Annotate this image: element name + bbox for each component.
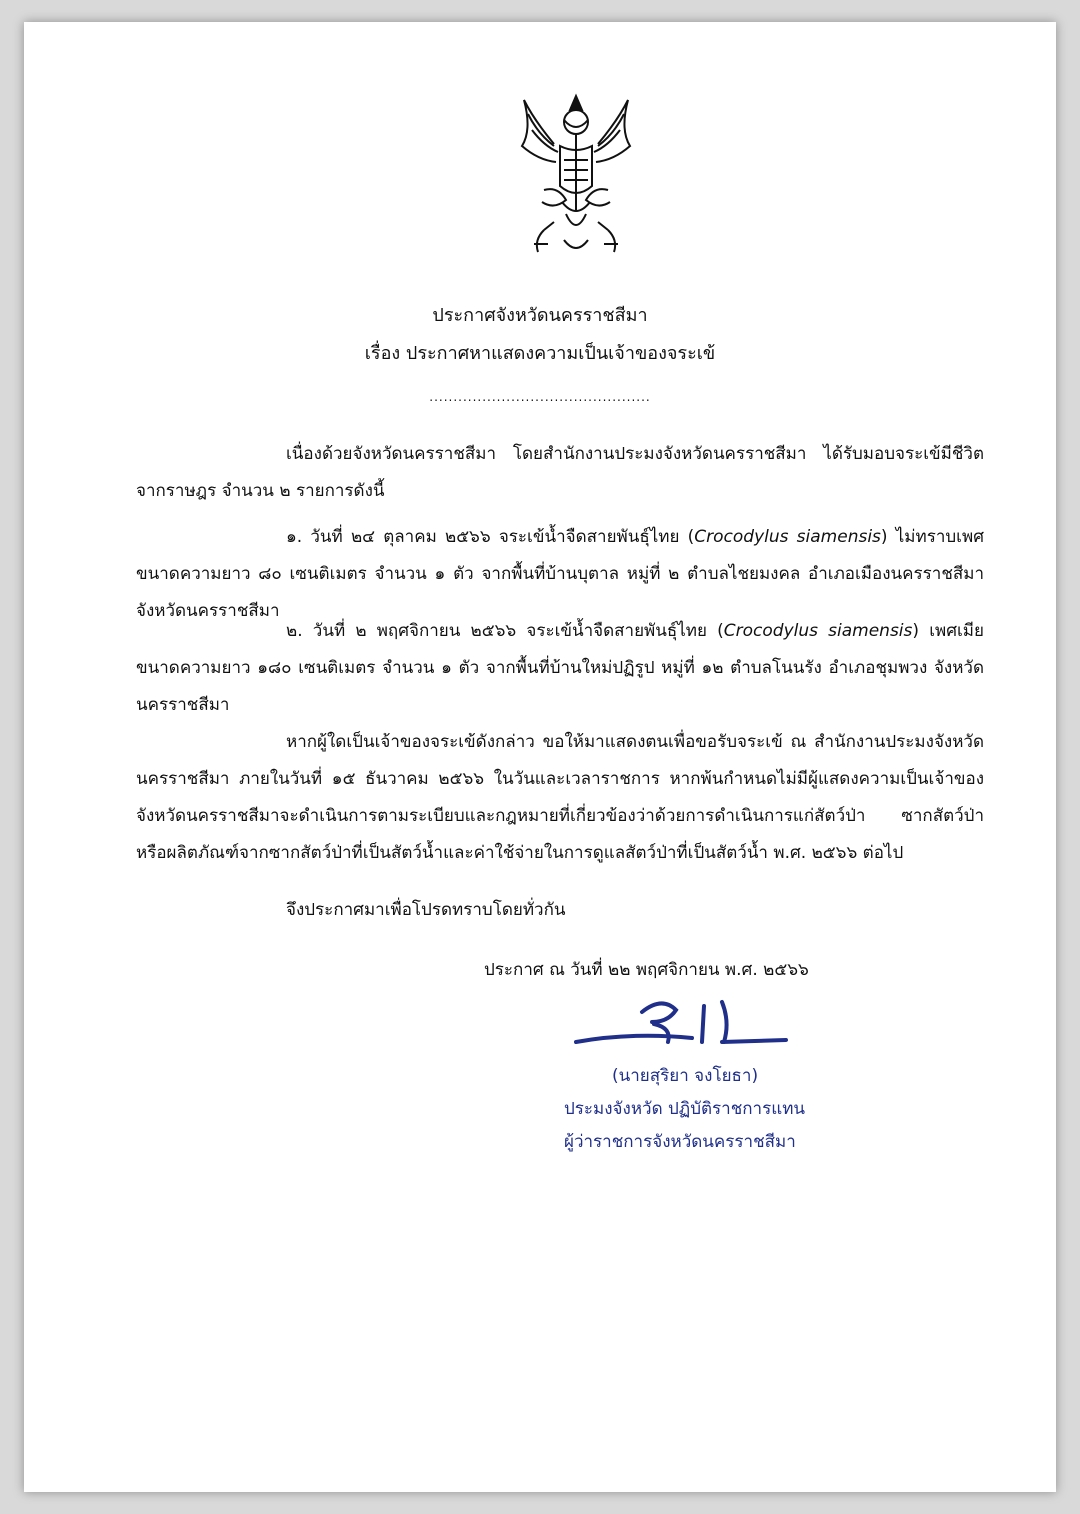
garuda-emblem-icon (514, 90, 638, 260)
intro-text: เนื่องด้วยจังหวัดนครราชสีมา โดยสำนักงานประมงจังหวัดนครราชสีมา ได้รับมอบจระเข้มีชีวิตจากราษฎร จำนวน ๒ รายการดังนี้ (136, 444, 984, 501)
document-page (24, 22, 1056, 1492)
document-subject: เรื่อง ประกาศหาแสดงความเป็นเจ้าของจระเข้ (364, 343, 716, 364)
signer-title-line-2: ผู้ว่าราชการจังหวัดนครราชสีมา (564, 1132, 796, 1152)
document-title: ประกาศจังหวัดนครราชสีมา (432, 305, 648, 326)
claim-text: หากผู้ใดเป็นเจ้าของจระเข้ดังกล่าว ขอให้มาแสดงตนเพื่อขอรับจระเข้ ณ สำนักงานประมงจังหวัดนครราชสีมา ภายในวันที่ ๑๕ ธันวาคม ๒๕๖๖ ในวันและเวลาราชการ หากพ้นกำหนดไม่มีผู้แสดงความเป็นเจ้าของ จังหวัดนครราชสีมาจะดำเนินการตามระเบียบและกฎหมายที่เกี่ยวข้องว่าด้วยการดำเนินการแก่สัตว์ป่า ซากสัตว์ป่า หรือผลิตภัณฑ์จากซากสัตว์ป่าที่เป็นสัตว์น้ำและค่าใช้จ่ายในการดูแลสัตว์ป่าที่เป็นสัตว์น้ำ พ.ศ. ๒๕๖๖ ต่อไป (136, 732, 984, 863)
signature-icon (572, 992, 802, 1062)
closing-text: จึงประกาศมาเพื่อโปรดทราบโดยทั่วกัน (286, 900, 566, 920)
claim-paragraph (136, 724, 984, 872)
item-2-suffix: ) เพศเมีย ขนาดความยาว ๑๘๐ เซนติเมตร จำนวน ๑ ตัว จากพื้นที่บ้านใหม่ปฏิรูป หมู่ที่ ๑๒ ตำบลโนนรัง อำเภอชุมพวง จังหวัดนครราชสีมา (136, 621, 984, 715)
title-separator: .............................................. (429, 390, 651, 404)
intro-paragraph (136, 436, 984, 510)
item-2-paragraph (136, 613, 984, 724)
item-2-prefix: ๒. วันที่ ๒ พฤศจิกายน ๒๕๖๖ จระเข้น้ำจืดสายพันธุ์ไทย ( (286, 621, 724, 641)
item-1-suffix: ) ไม่ทราบเพศ ขนาดความยาว ๘๐ เซนติเมตร จำนวน ๑ ตัว จากพื้นที่บ้านบุตาล หมู่ที่ ๒ ตำบลไชยมงคล อำเภอเมืองนครราชสีมา จังหวัดนครราชสีมา (136, 527, 984, 621)
item-1-scientific-name: Crocodylus siamensis (694, 527, 881, 547)
item-2-scientific-name: Crocodylus siamensis (723, 621, 913, 641)
item-1-prefix: ๑. วันที่ ๒๔ ตุลาคม ๒๕๖๖ จระเข้น้ำจืดสายพันธุ์ไทย ( (286, 527, 695, 547)
announcement-date: ประกาศ ณ วันที่ ๒๒ พฤศจิกายน พ.ศ. ๒๕๖๖ (484, 960, 809, 980)
signer-title-line-1: ประมงจังหวัด ปฏิบัติราชการแทน (564, 1099, 806, 1119)
closing-paragraph (136, 892, 984, 929)
signer-name: (นายสุริยา จงโยธา) (612, 1066, 759, 1086)
